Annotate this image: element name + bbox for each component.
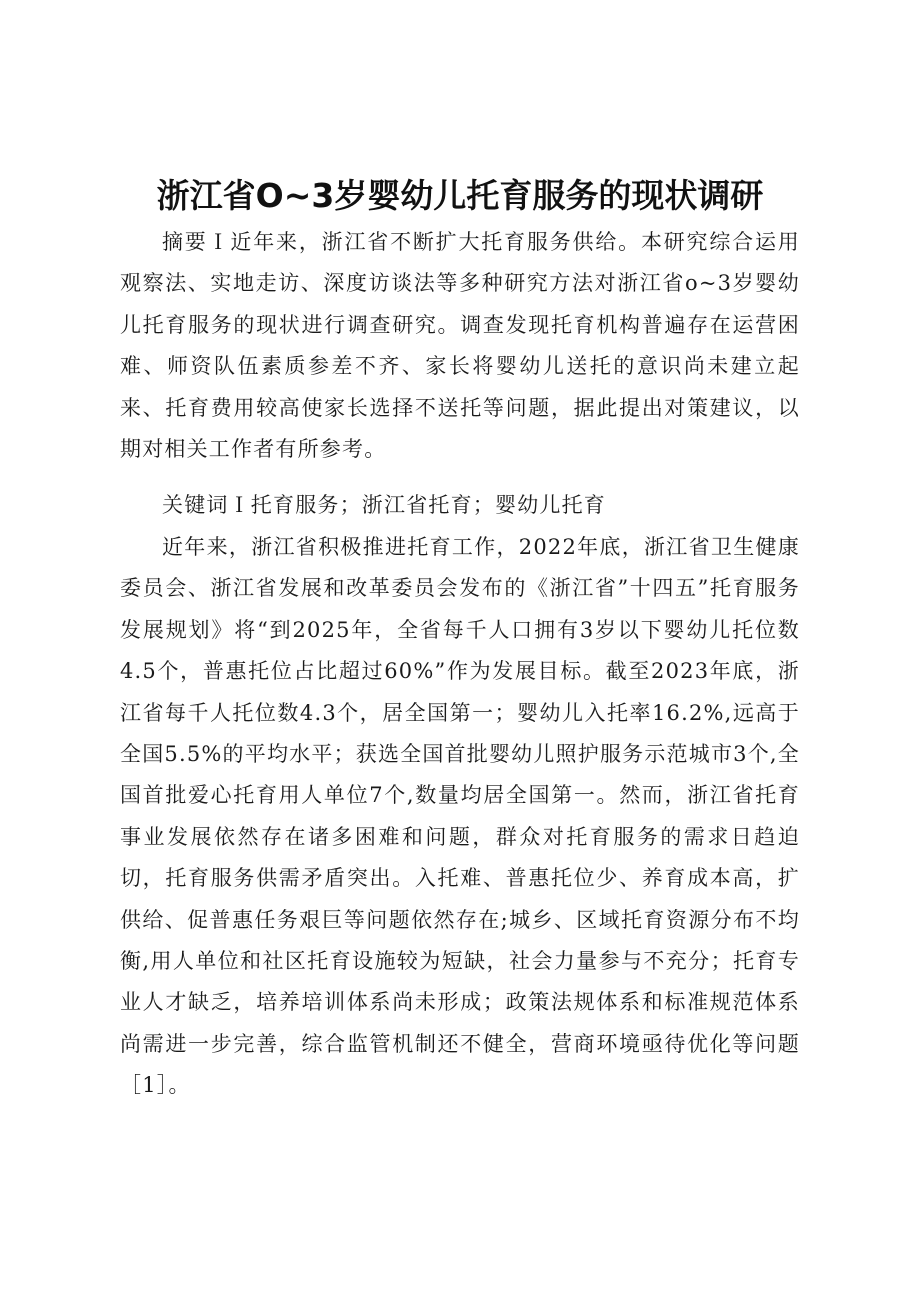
- intro-paragraph: 近年来，浙江省积极推进托育工作，2022年底，浙江省卫生健康委员会、浙江省发展和改革委员会发布的《浙江省”十四五”托育服务发展规划》将“到2025年，全省每千人口拥有3岁以下婴幼儿托位数4.5个，普惠托位占比超过60%”作为发展目标。截至2023年底，浙江省每千人托位数4.3个，居全国第一；婴幼儿入托率16.2%,远高于全国5.5%的平均水平；获选全国首批婴幼儿照护服务示范城市3个,全国首批爱心托育用人单位7个,数量均居全国第一。然而，浙江省托育事业发展依然存在诸多困难和问题，群众对托育服务的需求日趋迫切，托育服务供需矛盾突出。入托难、普惠托位少、养育成本高，扩供给、促普惠任务艰巨等问题依然存在;城乡、区域托育资源分布不均衡,用人单位和社区托育设施较为短缺，社会力量参与不充分；托育专业人才缺乏，培养培训体系尚未形成；政策法规体系和标准规范体系尚需进一步完善，综合监管机制还不健全，营商环境亟待优化等问题［1］。: [120, 535, 800, 1098]
- abstract-paragraph: 摘要Ｉ近年来，浙江省不断扩大托育服务供给。本研究综合运用观察法、实地走访、深度访谈法等多种研究方法对浙江省o~3岁婴幼儿托育服务的现状进行调查研究。调查发现托育机构普遍存在运营困难、师资队伍素质参差不齐、家长将婴幼儿送托的意识尚未建立起来、托育费用较高使家长选择不送托等问题，据此提出对策建议，以期对相关工作者有所参考。: [120, 230, 800, 462]
- document-title: 浙江省O~3岁婴幼儿托育服务的现状调研: [156, 176, 764, 215]
- keywords-paragraph: 关键词Ｉ托育服务；浙江省托育；婴幼儿托育: [162, 493, 606, 517]
